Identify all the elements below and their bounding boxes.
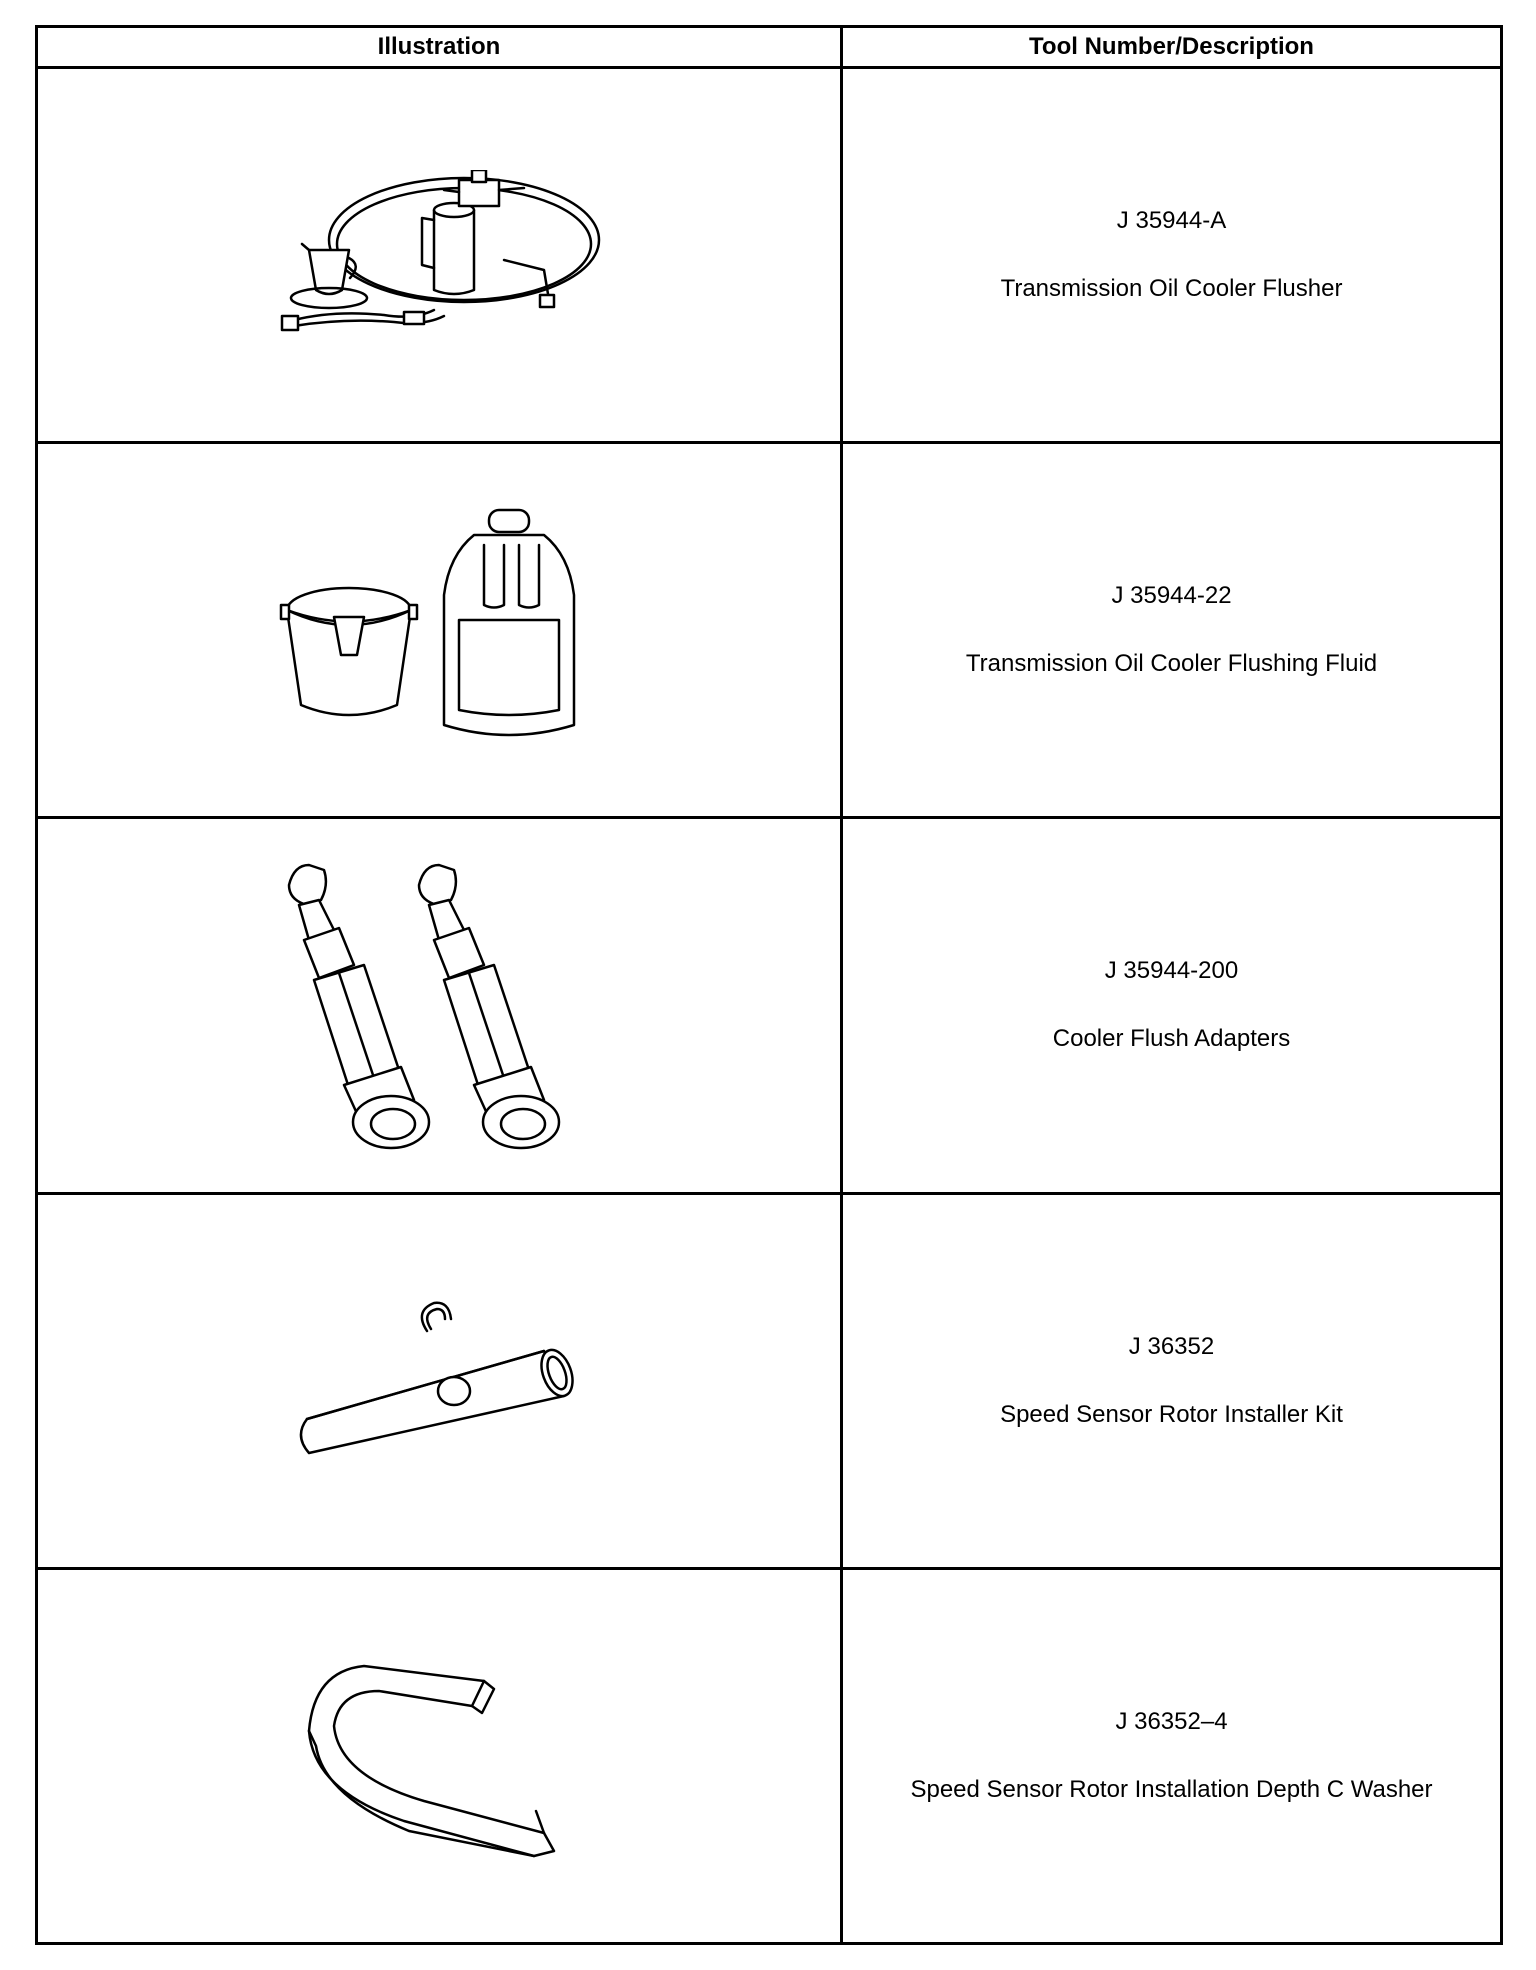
cooler-flush-adapters-icon	[279, 860, 599, 1150]
tool-description: Speed Sensor Rotor Installation Depth C Washer	[910, 1775, 1433, 1803]
tool-number: J 35944-200	[1104, 957, 1239, 985]
description-cell	[842, 818, 1502, 1193]
illustration-cell	[37, 1568, 842, 1943]
oil-cooler-flusher-icon	[274, 170, 604, 340]
table-row	[37, 1193, 1502, 1568]
tool-description: Cooler Flush Adapters	[1052, 1025, 1291, 1053]
header-tool-number-description: Tool Number/Description	[842, 27, 1502, 68]
illustration-cell	[37, 818, 842, 1193]
flushing-fluid-icon	[279, 505, 599, 755]
illustration-cell	[37, 1193, 842, 1568]
table-row	[37, 443, 1502, 818]
tool-number: J 35944-A	[1116, 207, 1227, 235]
header-illustration: Illustration	[37, 27, 842, 68]
tool-number: J 36352–4	[1115, 1707, 1228, 1735]
tool-description: Transmission Oil Cooler Flusher	[1000, 275, 1343, 303]
tool-description: Speed Sensor Rotor Installer Kit	[1000, 1400, 1343, 1428]
c-washer-icon	[304, 1651, 574, 1861]
illustration-cell	[37, 68, 842, 443]
table-row	[37, 818, 1502, 1193]
table-row	[37, 68, 1502, 443]
rotor-installer-kit-icon	[289, 1291, 589, 1471]
description-cell	[842, 1193, 1502, 1568]
illustration-cell	[37, 443, 842, 818]
table-row	[37, 1568, 1502, 1943]
table-header-row	[37, 27, 1502, 68]
description-cell	[842, 68, 1502, 443]
tools-table	[35, 25, 1503, 1945]
tool-number: J 36352	[1128, 1332, 1215, 1360]
tool-description: Transmission Oil Cooler Flushing Fluid	[965, 650, 1378, 678]
tool-number: J 35944-22	[1111, 582, 1232, 610]
description-cell	[842, 443, 1502, 818]
description-cell	[842, 1568, 1502, 1943]
